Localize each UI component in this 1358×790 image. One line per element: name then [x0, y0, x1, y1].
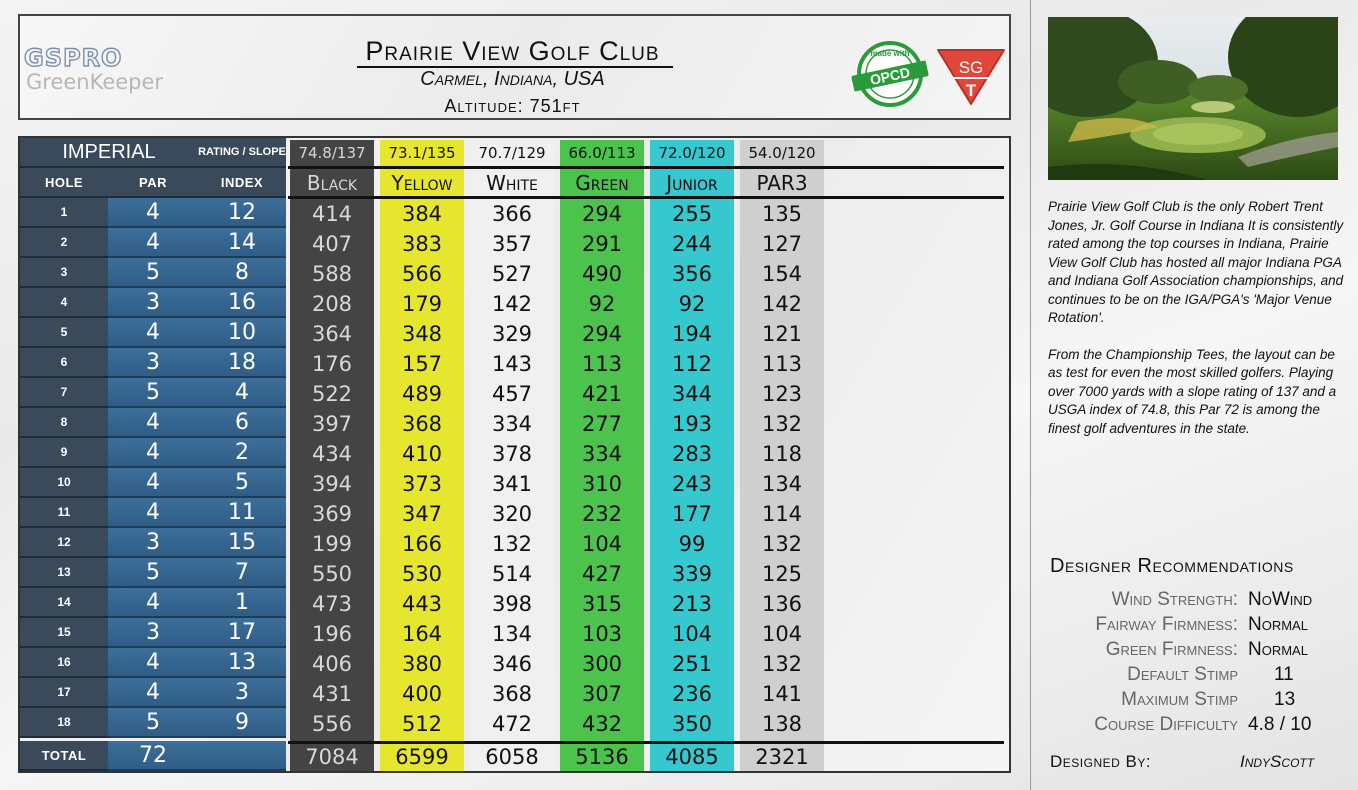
tee-yardage: 121 [761, 322, 803, 346]
tee-yardage: 400 [401, 682, 443, 706]
recommendation-value: Normal [1248, 639, 1308, 660]
tee-yardage: 125 [761, 562, 803, 586]
tee-name: Yellow [391, 171, 453, 195]
tee-yardage: 427 [581, 562, 623, 586]
hole-par: 4 [108, 318, 198, 348]
tee-yardage: 443 [401, 592, 443, 616]
hole-par: 5 [108, 558, 198, 588]
tee-yardage: 134 [761, 472, 803, 496]
hole-number: 7 [20, 378, 108, 408]
tee-name: Junior [666, 171, 718, 195]
tee-name: White [486, 171, 538, 195]
tee-yardage: 566 [401, 262, 443, 286]
hole-index: 9 [198, 708, 286, 738]
hole-column-header: HOLE [20, 168, 108, 198]
tee-yardage: 334 [491, 412, 533, 436]
hole-par: 5 [108, 378, 198, 408]
tee-yardage: 136 [761, 592, 803, 616]
course-altitude: Altitude: 751ft [444, 96, 581, 116]
tee-yardage: 556 [311, 712, 353, 736]
greenkeeper-logo: GreenKeeper [26, 70, 164, 94]
hole-number: 14 [20, 588, 108, 618]
gspro-logo-text: GSPRO [24, 44, 123, 72]
tee-yardage: 251 [671, 652, 713, 676]
tee-yardage: 432 [581, 712, 623, 736]
tee-yardage: 142 [761, 292, 803, 316]
tee-yardage: 472 [491, 712, 533, 736]
hole-index: 12 [198, 198, 286, 228]
course-photo [1048, 17, 1338, 180]
hole-par: 3 [108, 288, 198, 318]
tee-yardage: 177 [671, 502, 713, 526]
tee-rating-slope: 70.7/129 [478, 144, 546, 162]
tee-yardage: 277 [581, 412, 623, 436]
tee-yardage: 104 [671, 622, 713, 646]
tee-yardage: 154 [761, 262, 803, 286]
tee-yardage: 244 [671, 232, 713, 256]
total-par: 72 [108, 741, 198, 771]
tee-rating-slope: 54.0/120 [748, 144, 816, 162]
recommendation-label: Green Firmness: [1105, 639, 1238, 660]
recommendation-label: Default Stimp [1127, 664, 1238, 685]
tee-yardage: 329 [491, 322, 533, 346]
course-location: Carmel, Indiana, USA [420, 68, 605, 90]
tee-yardage: 512 [401, 712, 443, 736]
hole-par: 5 [108, 258, 198, 288]
tee-yardage: 397 [311, 412, 353, 436]
tee-yardage: 514 [491, 562, 533, 586]
hole-number: 9 [20, 438, 108, 468]
recommendation-value: 11 [1274, 664, 1294, 685]
tee-header-bottom-rule [288, 196, 1004, 199]
designed-by-label: Designed By: [1050, 752, 1152, 771]
tee-yardage: 414 [311, 202, 353, 226]
description-paragraph-2: From the Championship Tees, the layout can be as test for even the most skilled golfers. Playing over 7000 yards with a slope rating of 137 and a USGA index of 74.8, this Par 72 is among the finest golf adventures in the state. [1048, 346, 1337, 436]
tee-yardage: 134 [491, 622, 533, 646]
tee-yardage: 384 [401, 202, 443, 226]
tee-yardage: 473 [311, 592, 353, 616]
tee-yardage: 457 [491, 382, 533, 406]
tee-yardage: 114 [761, 502, 803, 526]
hole-par: 4 [108, 438, 198, 468]
tee-yardage: 179 [401, 292, 443, 316]
tee-yardage: 434 [311, 442, 353, 466]
tee-name: Green [575, 171, 629, 195]
tee-yardage: 489 [401, 382, 443, 406]
tee-yardage: 123 [761, 382, 803, 406]
tee-yardage: 490 [581, 262, 623, 286]
description-paragraph-1: Prairie View Golf Club is the only Robert Trent Jones, Jr. Golf Course in Indiana It is consistently rated among the top courses in Indiana, Prairie View Golf Club has hosted all major Indiana PGA and Indiana Golf Association championships, and continues to be on the IGA/PGA's 'Major Venue Rotation'. [1048, 199, 1344, 325]
tee-total-yardage: 4085 [665, 745, 719, 769]
hole-par: 3 [108, 348, 198, 378]
tee-yardage: 300 [581, 652, 623, 676]
hole-number: 12 [20, 528, 108, 558]
total-label: TOTAL [20, 741, 108, 771]
tee-yardage: 383 [401, 232, 443, 256]
units-label: IMPERIAL [20, 138, 198, 168]
tee-yardage: 199 [311, 532, 353, 556]
tee-yardage: 307 [581, 682, 623, 706]
tee-yardage: 394 [311, 472, 353, 496]
hole-par: 4 [108, 198, 198, 228]
hole-index: 17 [198, 618, 286, 648]
tee-yardage: 348 [401, 322, 443, 346]
tee-yardage: 368 [491, 682, 533, 706]
tee-yardage: 334 [581, 442, 623, 466]
hole-par: 4 [108, 648, 198, 678]
sgt-badge-icon [934, 46, 1008, 106]
tee-yardage: 112 [671, 352, 713, 376]
tee-yardage: 347 [401, 502, 443, 526]
tee-yardage: 193 [671, 412, 713, 436]
tee-yardage: 127 [761, 232, 803, 256]
tee-yardage: 410 [401, 442, 443, 466]
hole-index: 8 [198, 258, 286, 288]
tee-yardage: 291 [581, 232, 623, 256]
tee-yardage: 527 [491, 262, 533, 286]
tee-yardage: 164 [401, 622, 443, 646]
hole-number: 6 [20, 348, 108, 378]
hole-index: 16 [198, 288, 286, 318]
sgt-badge-bottom-text: T [965, 81, 977, 100]
tee-yardage: 550 [311, 562, 353, 586]
recommendation-value: 13 [1274, 689, 1296, 710]
hole-number: 10 [20, 468, 108, 498]
tee-name: Black [306, 171, 358, 195]
hole-number: 2 [20, 228, 108, 258]
tee-name: PAR3 [756, 171, 808, 195]
tee-yardage: 320 [491, 502, 533, 526]
tee-total-yardage: 2321 [755, 745, 809, 769]
hole-index: 7 [198, 558, 286, 588]
tee-yardage: 132 [761, 412, 803, 436]
gspro-logo [24, 44, 122, 72]
hole-index: 2 [198, 438, 286, 468]
tee-yardage: 522 [311, 382, 353, 406]
tee-yardage: 142 [491, 292, 533, 316]
tee-yardage: 135 [761, 202, 803, 226]
hole-number: 17 [20, 678, 108, 708]
opcd-badge-icon [846, 38, 934, 108]
tee-yardage: 232 [581, 502, 623, 526]
course-description [1048, 198, 1344, 456]
tee-yardage: 157 [401, 352, 443, 376]
tee-total-yardage: 6058 [485, 745, 539, 769]
tee-yardage: 132 [491, 532, 533, 556]
hole-par: 4 [108, 498, 198, 528]
hole-par: 4 [108, 408, 198, 438]
hole-number: 8 [20, 408, 108, 438]
tee-yardage: 92 [588, 292, 616, 316]
hole-index: 15 [198, 528, 286, 558]
tee-yardage: 176 [311, 352, 353, 376]
tee-yardage: 141 [761, 682, 803, 706]
tee-yardage: 104 [581, 532, 623, 556]
index-column-header: INDEX [198, 168, 286, 198]
tee-yardage: 283 [671, 442, 713, 466]
hole-par: 4 [108, 228, 198, 258]
hole-par: 4 [108, 588, 198, 618]
hole-number: 15 [20, 618, 108, 648]
tee-yardage: 99 [678, 532, 706, 556]
tee-yardage: 344 [671, 382, 713, 406]
tee-yardage: 346 [491, 652, 533, 676]
tee-yardage: 132 [761, 652, 803, 676]
hole-index: 3 [198, 678, 286, 708]
par-column-header: PAR [108, 168, 198, 198]
tee-rating-slope: 72.0/120 [658, 144, 726, 162]
hole-par: 3 [108, 618, 198, 648]
tee-yardage: 208 [311, 292, 353, 316]
tee-yardage: 113 [581, 352, 623, 376]
hole-index: 5 [198, 468, 286, 498]
tee-yardage: 138 [761, 712, 803, 736]
tee-yardage: 243 [671, 472, 713, 496]
tee-yardage: 236 [671, 682, 713, 706]
recommendation-label: Wind Strength: [1111, 589, 1238, 610]
hole-index: 10 [198, 318, 286, 348]
hole-number: 16 [20, 648, 108, 678]
hole-number: 5 [20, 318, 108, 348]
tee-yardage: 194 [671, 322, 713, 346]
tee-total-yardage: 7084 [305, 745, 359, 769]
tee-yardage: 380 [401, 652, 443, 676]
right-panel-divider [1030, 0, 1031, 790]
recommendation-label: Course Difficulty [1094, 714, 1238, 735]
hole-par: 4 [108, 678, 198, 708]
tee-yardage: 315 [581, 592, 623, 616]
tee-yardage: 421 [581, 382, 623, 406]
hole-par: 5 [108, 708, 198, 738]
hole-index: 11 [198, 498, 286, 528]
hole-index: 14 [198, 228, 286, 258]
tee-yardage: 103 [581, 622, 623, 646]
hole-number: 3 [20, 258, 108, 288]
tee-yardage: 398 [491, 592, 533, 616]
tee-yardage: 104 [761, 622, 803, 646]
tee-yardage: 373 [401, 472, 443, 496]
total-row-rule [288, 741, 1004, 744]
tee-yardage: 588 [311, 262, 353, 286]
tee-yardage: 113 [761, 352, 803, 376]
tee-yardage: 369 [311, 502, 353, 526]
tee-yardage: 294 [581, 322, 623, 346]
recommendation-label: Maximum Stimp [1121, 689, 1238, 710]
tee-yardage: 431 [311, 682, 353, 706]
opcd-badge-top-text: made with [870, 49, 910, 58]
tee-yardage: 339 [671, 562, 713, 586]
total-index-empty [198, 741, 286, 771]
designer-recommendations-title: Designer Recommendations [1050, 555, 1294, 577]
tee-yardage: 378 [491, 442, 533, 466]
hole-index: 18 [198, 348, 286, 378]
tee-total-yardage: 6599 [395, 745, 449, 769]
hole-number: 11 [20, 498, 108, 528]
tee-yardage: 406 [311, 652, 353, 676]
tee-yardage: 213 [671, 592, 713, 616]
recommendation-value: NoWind [1248, 589, 1313, 610]
tee-yardage: 118 [761, 442, 803, 466]
tee-yardage: 166 [401, 532, 443, 556]
tee-rating-slope: 74.8/137 [298, 144, 366, 162]
tee-total-yardage: 5136 [575, 745, 629, 769]
tee-yardage: 530 [401, 562, 443, 586]
recommendation-value: 4.8 / 10 [1248, 714, 1312, 735]
tee-yardage: 294 [581, 202, 623, 226]
tee-yardage: 407 [311, 232, 353, 256]
designed-by-name: IndyScott [1240, 752, 1315, 771]
rating-slope-label: RATING / SLOPE [198, 138, 286, 168]
hole-index: 13 [198, 648, 286, 678]
hole-index: 1 [198, 588, 286, 618]
tee-yardage: 92 [678, 292, 706, 316]
tee-yardage: 255 [671, 202, 713, 226]
tee-header-top-rule [288, 166, 1004, 169]
hole-number: 1 [20, 198, 108, 228]
tee-rating-slope: 73.1/135 [388, 144, 456, 162]
course-name: Prairie View Golf Club [365, 36, 660, 66]
hole-par: 4 [108, 468, 198, 498]
hole-number: 4 [20, 288, 108, 318]
tee-yardage: 196 [311, 622, 353, 646]
tee-rating-slope: 66.0/113 [568, 144, 636, 162]
tee-yardage: 364 [311, 322, 353, 346]
hole-par: 3 [108, 528, 198, 558]
tee-yardage: 132 [761, 532, 803, 556]
hole-index: 4 [198, 378, 286, 408]
tee-yardage: 368 [401, 412, 443, 436]
tee-yardage: 143 [491, 352, 533, 376]
tee-yardage: 357 [491, 232, 533, 256]
recommendation-label: Fairway Firmness: [1095, 614, 1238, 635]
sgt-badge-top-text: SG [958, 58, 984, 77]
tee-yardage: 341 [491, 472, 533, 496]
tee-yardage: 350 [671, 712, 713, 736]
hole-number: 18 [20, 708, 108, 738]
hole-number: 13 [20, 558, 108, 588]
recommendation-value: Normal [1248, 614, 1308, 635]
opcd-badge-main-text: OPCD [868, 63, 912, 89]
tee-yardage: 310 [581, 472, 623, 496]
hole-index: 6 [198, 408, 286, 438]
tee-yardage: 366 [491, 202, 533, 226]
tee-yardage: 356 [671, 262, 713, 286]
